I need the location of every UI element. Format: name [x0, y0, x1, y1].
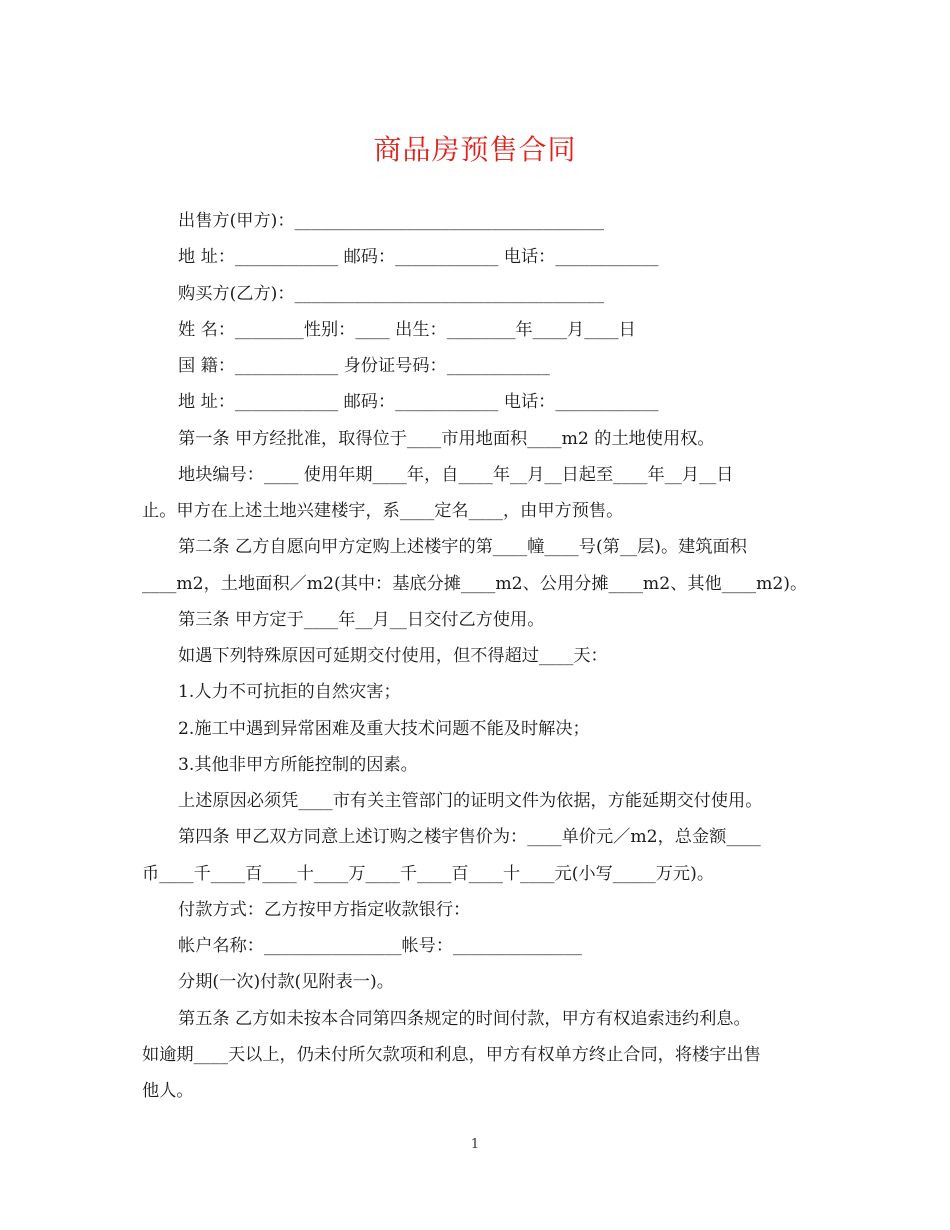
area-line: ____m2，土地面积／m2(其中：基底分摊____m2、公用分摊____m2、其他____m2)。 [142, 574, 808, 594]
delay-proof-line: 上述原因必须凭____市有关主管部门的证明文件为依据，方能延期交付使用。 [178, 791, 763, 811]
delay-reason-3: 3.其他非甲方所能控制的因素。 [178, 755, 418, 775]
seller-line: 出售方(甲方)：____________________________________ [178, 211, 604, 231]
seller-address-line: 地 址：____________ 邮码：____________ 电话：____________ [178, 247, 659, 267]
plot-number-line: 地块编号：____ 使用年期____年，自____年__月__日起至____年__月__日 [178, 465, 734, 485]
payment-method-line: 付款方式：乙方按甲方指定收款银行： [178, 900, 471, 920]
delay-condition-line: 如遇下列特殊原因可延期交付使用，但不得超过____天： [178, 646, 608, 666]
overdue-line: 如逾期____天以上，仍未付所欠款项和利息，甲方有权单方终止合同，将楼宇出售 [142, 1045, 761, 1065]
delay-reason-1: 1.人力不可抗拒的自然灾害； [178, 682, 401, 702]
article-4-line: 第四条 甲乙双方同意上述订购之楼宇售价为：____单价元／m2，总金额____ [178, 827, 761, 847]
plot-continuation-line: 止。甲方在上述土地兴建楼宇，系____定名____，由甲方预售。 [142, 501, 624, 521]
delay-reason-2: 2.施工中遇到异常困难及重大技术问题不能及时解决； [178, 719, 590, 739]
price-breakdown-line: 币____千____百____十____万____千____百____十____元(小写_____万元)。 [142, 864, 715, 884]
account-line: 帐户名称：________________帐号：_______________ [178, 936, 582, 956]
article-2-line: 第二条 乙方自愿向甲方定购上述楼宇的第____幢____号(第__层)。建筑面积 [178, 537, 747, 557]
document-title: 商品房预售合同 [373, 133, 577, 166]
article-3-line: 第三条 甲方定于____年__月__日交付乙方使用。 [178, 610, 545, 630]
buyer-nationality-line: 国 籍：____________ 身份证号码：____________ [178, 356, 550, 376]
article-1-line: 第一条 甲方经批准，取得位于____市用地面积____m2 的土地使用权。 [178, 429, 715, 449]
buyer-name-line: 姓 名：________性别：____ 出生：________年____月____日 [178, 320, 636, 340]
installment-line: 分期(一次)付款(见附表一)。 [178, 972, 394, 992]
page-number: 1 [470, 1137, 480, 1152]
buyer-address-line: 地 址：____________ 邮码：____________ 电话：____________ [178, 392, 659, 412]
overdue-end-line: 他人。 [142, 1081, 194, 1101]
buyer-line: 购买方(乙方)：____________________________________ [178, 284, 604, 304]
article-5-line: 第五条 乙方如未按本合同第四条规定的时间付款，甲方有权追索违约利息。 [178, 1009, 751, 1029]
